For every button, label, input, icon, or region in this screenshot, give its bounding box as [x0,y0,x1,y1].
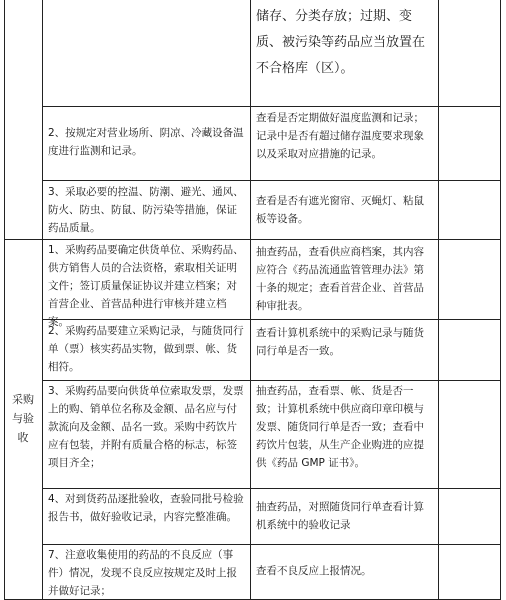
check-text-row-2: 查看是否有遮光窗帘、灭蝇灯、粘鼠板等设备。 [256,195,424,225]
check-text-row-3: 抽查药品，查看供应商档案，其内容应符合《药品流通监管管理办法》第十条的规定；查看首营企业、首营品种审批表。 [256,246,424,312]
border-col1 [42,0,43,600]
req-text-row-6: 4、对到货药品逐批验收，查验同批号检验报告书，做好验收记录，内容完整准确。 [48,493,244,523]
row-divider-1 [42,106,501,107]
border-col2 [250,0,251,600]
req-text-row-4: 2、采购药品要建立采购记录，与随货同行单（票）核实药品实物，做到票、帐、货相符。 [48,325,244,373]
category-label: 采购与验收 [12,393,34,444]
row-divider-5 [42,380,501,381]
req-text-row-3: 1、采购药品要确定供货单位、采购药品、供方销售人员的合法资格，索取相关证明文件；签订质量保证协议并建立档案；对首营企业、首营品种进行审核并建立档案。 [48,244,244,328]
border-col3 [438,0,439,600]
check-text-row-0: 储存、分类存放；过期、变质、被污染等药品应当放置在不合格库（区）。 [256,9,426,76]
row-divider-3 [4,239,501,240]
row-divider-7 [42,544,501,545]
check-text-row-1: 查看是否定期做好温度监测和记录；记录中是否有超过储存温度要求现象以及采取对应措施的记录。 [256,112,424,160]
check-text-row-7: 查看不良反应上报情况。 [256,565,372,577]
row-divider-2 [42,180,501,181]
req-text-row-1: 2、按规定对营业场所、阴凉、冷藏设备温度进行监测和记录。 [48,127,244,157]
row-divider-6 [42,488,501,489]
check-text-row-4: 查看计算机系统中的采购记录与随货同行单是否一致。 [256,327,424,357]
req-text-row-5: 3、采购药品要向供货单位索取发票，发票上的购、销单位名称及金额、品名应与付款流向及金额、品名一致。采购中药饮片应有包装，并附有质量合格的标志，标签项目齐全； [48,385,244,469]
req-text-row-2: 3、采取必要的控温、防潮、避光、通风、防火、防虫、防鼠、防污染等措施，保证药品质量。 [48,186,244,234]
check-text-row-6: 抽查药品，对照随货同行单查看计算机系统中的验收记录 [256,501,424,531]
check-text-row-5: 抽查药品，查看票、帐、货是否一致；计算机系统中供应商印章印模与发票、随货同行单是否一致；查看中药饮片包装，从生产企业购进的应提供《药品 GMP 证书》。 [256,385,424,469]
border-right [500,0,501,600]
border-left [4,0,5,600]
req-text-row-7: 7、注意收集使用的药品的不良反应（事件）情况，发现不良反应按规定及时上报并做好记录； [48,549,237,597]
